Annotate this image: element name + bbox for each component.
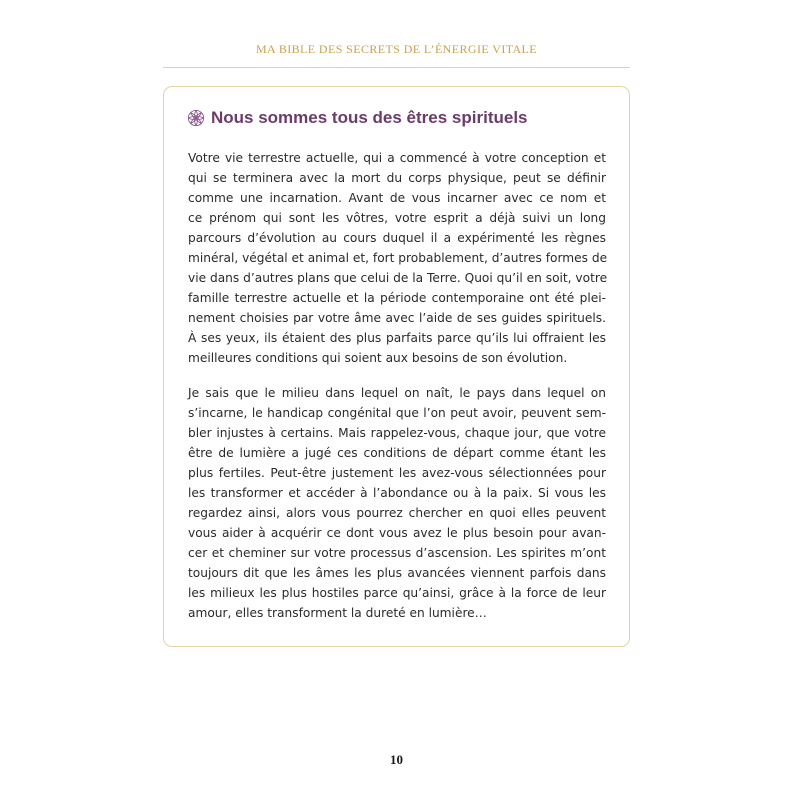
text-line: nement choisies par votre âme avec l’aide de ses guides spirituels. [188, 311, 606, 325]
paragraph-1 [188, 148, 606, 368]
text-line: être de lumière a jugé ces conditions de départ comme étant les [188, 446, 606, 460]
text-line: amour, elles transforment la dureté en lumière… [188, 606, 487, 620]
text-line: qui se terminera avec la mort du corps physique, peut se définir [188, 171, 606, 185]
text-line: vie dans d’autres plans que celui de la Terre. Quoi qu’il en soit, votre [188, 271, 608, 285]
box-title: Nous sommes tous des êtres spirituels [211, 108, 528, 127]
text-line: parcours d’évolution au cours duquel il a expérimenté les règnes [188, 231, 606, 245]
header-divider [163, 67, 630, 68]
running-header: MA BIBLE DES SECRETS DE L’ÉNERGIE VITALE [255, 42, 538, 56]
text-line: s’incarne, le handicap congénital que l’on peut avoir, peuvent sem- [188, 406, 606, 420]
text-line: toujours dit que les âmes les plus avancées viennent parfois dans [188, 566, 606, 580]
text-line: les transformer et accéder à l’abondance ou à la paix. Si vous les [188, 486, 606, 500]
text-line: famille terrestre actuelle et la période contemporaine ont été plei- [188, 291, 606, 305]
text-line: ce prénom qui sont les vôtres, votre esprit a déjà suivi un long [188, 211, 606, 225]
text-line: vous aider à acquérir ce dont vous avez le plus besoin pour avan- [188, 526, 606, 540]
text-line: À ses yeux, ils étaient des plus parfaits parce qu’ils lui offraient les [188, 331, 606, 345]
text-line: minéral, végétal et animal et, fort probablement, d’autres formes de [188, 251, 608, 265]
text-line: plus fertiles. Peut-être justement les avez-vous sélectionnées pour [188, 466, 606, 480]
text-line: les milieux les plus hostiles parce qu’ainsi, grâce à la force de leur [188, 586, 606, 600]
lotus-flower-icon [187, 109, 205, 127]
text-line: cer et cheminer sur votre processus d’ascension. Les spirites m’ont [188, 546, 606, 560]
text-line: comme une incarnation. Avant de vous incarner avec ce nom et [188, 191, 606, 205]
paragraph-2 [188, 383, 606, 623]
text-line: Votre vie terrestre actuelle, qui a commencé à votre conception et [188, 151, 606, 165]
text-line: bler injustes à certains. Mais rappelez-vous, chaque jour, que votre [188, 426, 606, 440]
text-line: regardez ainsi, alors vous pourrez chercher en quoi elles peuvent [188, 506, 606, 520]
page-number: 10 [390, 752, 403, 767]
text-line: meilleures conditions qui soient aux besoins de son évolution. [188, 351, 568, 365]
box-title-row [187, 106, 528, 130]
text-line: Je sais que le milieu dans lequel on naît, le pays dans lequel on [188, 386, 606, 400]
